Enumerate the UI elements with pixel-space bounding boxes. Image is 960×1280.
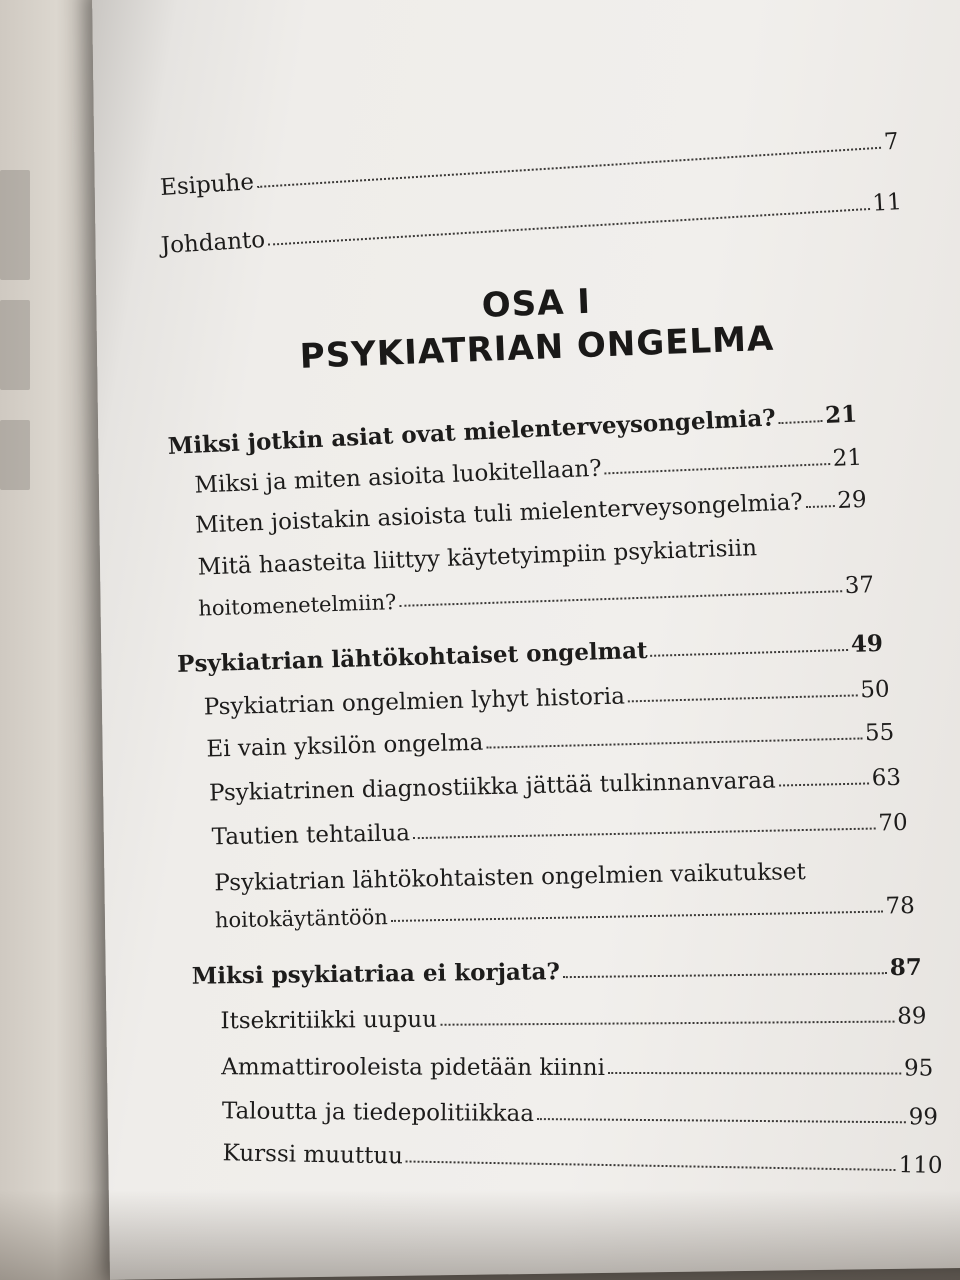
toc-chapter-title: Miksi psykiatriaa ei korjata? xyxy=(191,958,561,990)
toc-entry-page: 78 xyxy=(885,892,916,920)
toc-entry-title: hoitokäytäntöön xyxy=(214,905,388,933)
toc-entry-title: Ammattirooleista pidetään kiinni xyxy=(221,1054,605,1081)
toc-entry-title: Miten joistakin asioista tuli mielenterveysongelmia? xyxy=(194,489,804,539)
toc-entry-title: Psykiatrian ongelmien lyhyt historia xyxy=(203,683,626,721)
toc-entry xyxy=(221,1054,933,1081)
book-page xyxy=(92,0,960,1280)
toc-entry-page: 50 xyxy=(860,676,890,704)
toc-entry-page: 63 xyxy=(871,764,902,792)
toc-entry xyxy=(204,677,890,721)
dot-leader xyxy=(268,208,870,246)
toc-entry-page: 70 xyxy=(878,809,908,837)
toc-entry-line1 xyxy=(197,535,758,581)
dot-leader xyxy=(257,147,881,188)
toc-entry-page: 110 xyxy=(898,1152,943,1179)
toc-entry xyxy=(222,1098,938,1130)
part-title: PSYKIATRIAN ONGELMA xyxy=(299,318,775,377)
dot-leader xyxy=(537,1118,906,1123)
previous-page-ghost xyxy=(0,420,30,490)
toc-chapter-page: 87 xyxy=(889,953,922,982)
toc-entry-title: Taloutta ja tiedepolitiikkaa xyxy=(221,1098,535,1128)
toc-entry-title: Ei vain yksilön ongelma xyxy=(206,729,484,763)
toc-entry-page: 21 xyxy=(832,444,863,472)
dot-leader xyxy=(779,782,869,786)
toc-entry-title: Kurssi muuttuu xyxy=(222,1140,404,1170)
toc-entry-title: Miksi ja miten asioita luokitellaan? xyxy=(194,455,603,499)
toc-entry-title: Johdanto xyxy=(160,226,266,260)
toc-entry-title: Psykiatrian lähtökohtaisten ongelmien vaikutukset xyxy=(214,859,807,897)
dot-leader xyxy=(563,972,887,978)
previous-page-ghost xyxy=(0,170,30,280)
toc-entry-title: Itsekritiikki uupuu xyxy=(220,1006,438,1035)
dot-leader xyxy=(486,737,862,748)
toc-chapter-page: 21 xyxy=(824,400,858,429)
toc-entry-line1 xyxy=(214,859,814,897)
toc-entry xyxy=(220,1003,926,1034)
toc-entry xyxy=(215,893,915,932)
toc-chapter-2 xyxy=(177,630,883,678)
dot-leader xyxy=(391,911,883,922)
dot-leader xyxy=(440,1021,894,1026)
toc-entry-page: 99 xyxy=(908,1104,939,1131)
toc-entry-page: 37 xyxy=(844,572,875,600)
dot-leader xyxy=(779,420,823,424)
dot-leader xyxy=(806,505,835,508)
dot-leader xyxy=(651,649,848,657)
toc-chapter-3 xyxy=(192,954,922,990)
dot-leader xyxy=(399,590,842,607)
toc-entry-johdanto xyxy=(160,189,902,259)
toc-chapter-page: 49 xyxy=(850,629,884,658)
dot-leader xyxy=(413,828,875,840)
toc-entry xyxy=(206,720,894,763)
toc-entry-page: 55 xyxy=(864,719,895,747)
toc-entry-title: Tautien tehtailua xyxy=(211,820,411,851)
toc-chapter-title: Psykiatrian lähtökohtaiset ongelmat xyxy=(176,636,648,678)
dot-leader xyxy=(605,463,830,474)
toc-entry xyxy=(211,810,907,851)
toc-entry-title: Mitä haasteita liittyy käytetyimpiin psykiatrisiin xyxy=(197,535,758,581)
toc-entry-page: 11 xyxy=(871,189,903,217)
toc-entry-page: 89 xyxy=(897,1003,927,1030)
toc-chapter-title: Miksi jotkin asiat ovat mielenterveysongelmia? xyxy=(167,404,777,460)
toc-entry xyxy=(198,572,874,620)
toc-entry-page: 29 xyxy=(836,486,868,514)
toc-entry-title: Esipuhe xyxy=(159,169,255,202)
toc-entry-title: Psykiatrinen diagnostiikka jättää tulkinnanvaraa xyxy=(208,767,776,807)
toc-entry-page: 7 xyxy=(883,128,900,156)
dot-leader xyxy=(406,1160,896,1171)
previous-page-ghost xyxy=(0,300,30,390)
dot-leader xyxy=(628,694,858,702)
dot-leader xyxy=(608,1072,901,1075)
toc-entry xyxy=(222,1140,942,1179)
toc-entry-title: hoitomenetelmiin? xyxy=(198,590,397,621)
toc-entry xyxy=(209,765,901,807)
part-number: OSA I xyxy=(481,281,592,326)
table-of-contents xyxy=(92,0,960,1280)
toc-entry-esipuhe xyxy=(159,129,899,201)
toc-entry-page: 95 xyxy=(903,1055,934,1082)
toc-entry xyxy=(195,487,868,539)
